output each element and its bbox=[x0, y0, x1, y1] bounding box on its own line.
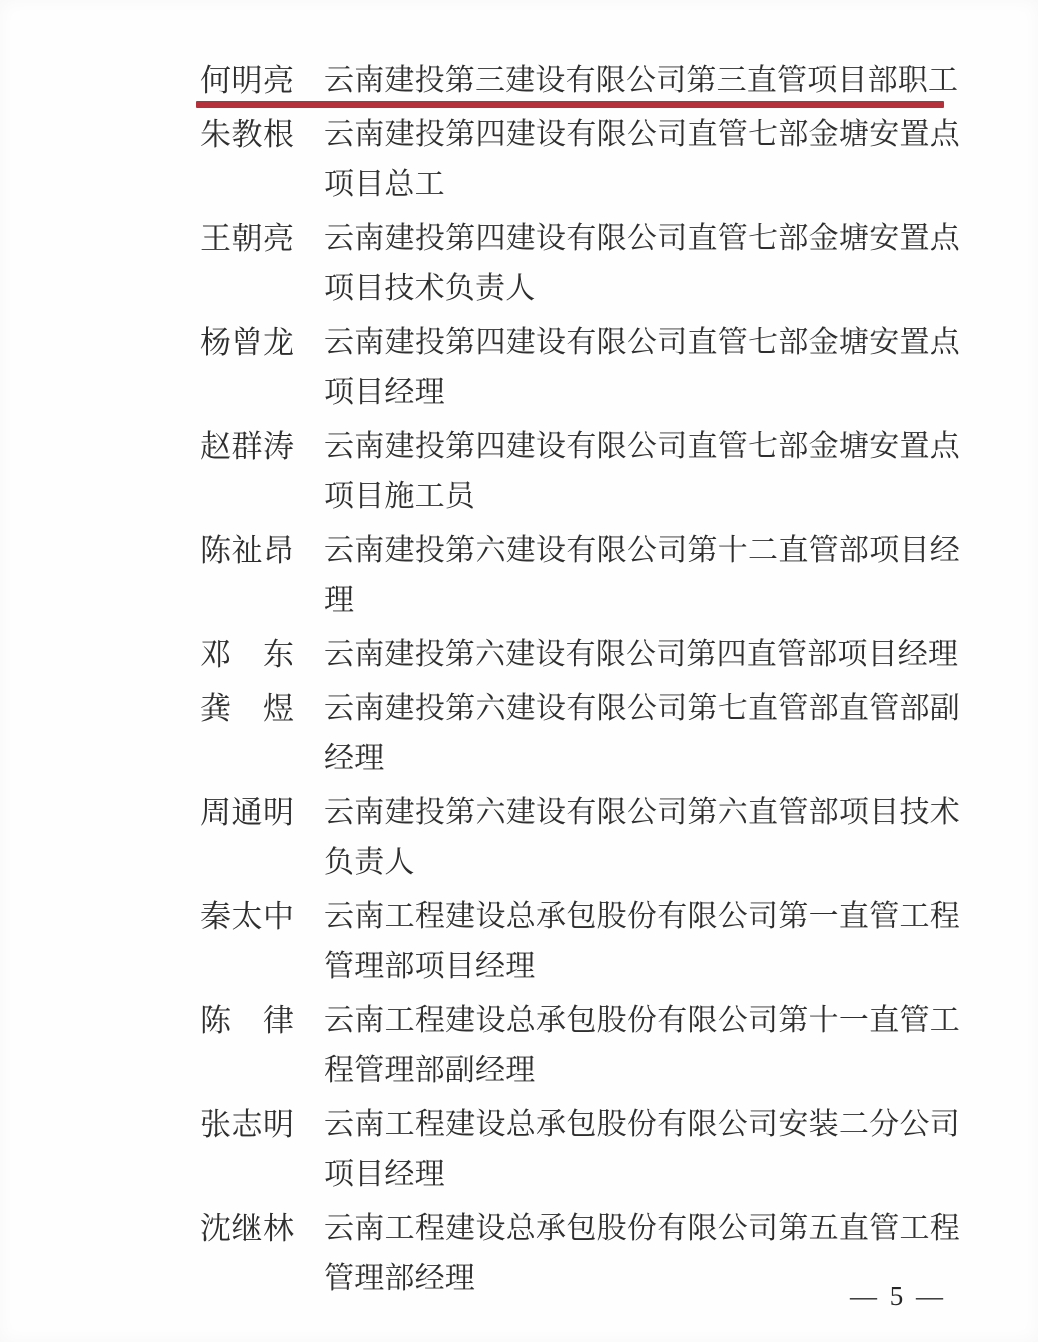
person-name: 朱教根 bbox=[200, 117, 295, 152]
list-item bbox=[200, 526, 962, 626]
person-role: 云南建投第六建设有限公司第六直管部项目技术负责人 bbox=[324, 796, 960, 879]
person-role: 云南工程建设总承包股份有限公司第十一直管工程管理部副经理 bbox=[324, 1004, 960, 1087]
list-item bbox=[200, 892, 962, 992]
person-name: 周通明 bbox=[200, 795, 295, 830]
list-item bbox=[200, 1100, 962, 1200]
person-role: 云南建投第四建设有限公司直管七部金塘安置点项目技术负责人 bbox=[324, 222, 960, 305]
person-role: 云南建投第四建设有限公司直管七部金塘安置点项目经理 bbox=[324, 326, 960, 409]
person-role: 云南建投第三建设有限公司第三直管项目部职工 bbox=[324, 64, 959, 97]
list-item bbox=[200, 422, 962, 522]
person-role: 云南建投第六建设有限公司第四直管部项目经理 bbox=[324, 638, 959, 671]
list-item bbox=[200, 996, 962, 1096]
person-name: 陈 律 bbox=[200, 1003, 295, 1038]
person-role: 云南工程建设总承包股份有限公司安装二分公司项目经理 bbox=[324, 1108, 960, 1191]
list-item bbox=[200, 214, 962, 314]
page-number: — 5 — bbox=[850, 1281, 946, 1311]
list-item bbox=[200, 684, 962, 784]
person-name: 赵群涛 bbox=[200, 429, 295, 464]
list-item bbox=[200, 56, 962, 106]
person-role: 云南工程建设总承包股份有限公司第一直管工程管理部项目经理 bbox=[324, 900, 960, 983]
person-name: 秦太中 bbox=[200, 899, 295, 934]
person-role: 云南建投第四建设有限公司直管七部金塘安置点项目总工 bbox=[324, 118, 960, 201]
list-item bbox=[200, 1204, 962, 1304]
list-item bbox=[200, 110, 962, 210]
person-role: 云南建投第六建设有限公司第七直管部直管部副经理 bbox=[324, 692, 960, 775]
person-name: 邓 东 bbox=[200, 637, 295, 672]
person-name: 王朝亮 bbox=[200, 221, 295, 256]
person-role: 云南工程建设总承包股份有限公司第五直管工程管理部经理 bbox=[324, 1212, 960, 1295]
person-role: 云南建投第六建设有限公司第十二直管部项目经理 bbox=[324, 534, 960, 617]
person-name: 陈祉昂 bbox=[200, 533, 295, 568]
highlight-underline bbox=[196, 101, 944, 108]
person-name: 沈继林 bbox=[200, 1211, 295, 1246]
person-name: 何明亮 bbox=[200, 63, 295, 98]
person-name: 张志明 bbox=[200, 1107, 295, 1142]
list-item bbox=[200, 630, 962, 680]
list-item bbox=[200, 788, 962, 888]
person-name: 龚 煜 bbox=[200, 691, 295, 726]
list-item bbox=[200, 318, 962, 418]
personnel-list bbox=[200, 56, 962, 1308]
person-name: 杨曾龙 bbox=[200, 325, 295, 360]
person-role: 云南建投第四建设有限公司直管七部金塘安置点项目施工员 bbox=[324, 430, 960, 513]
